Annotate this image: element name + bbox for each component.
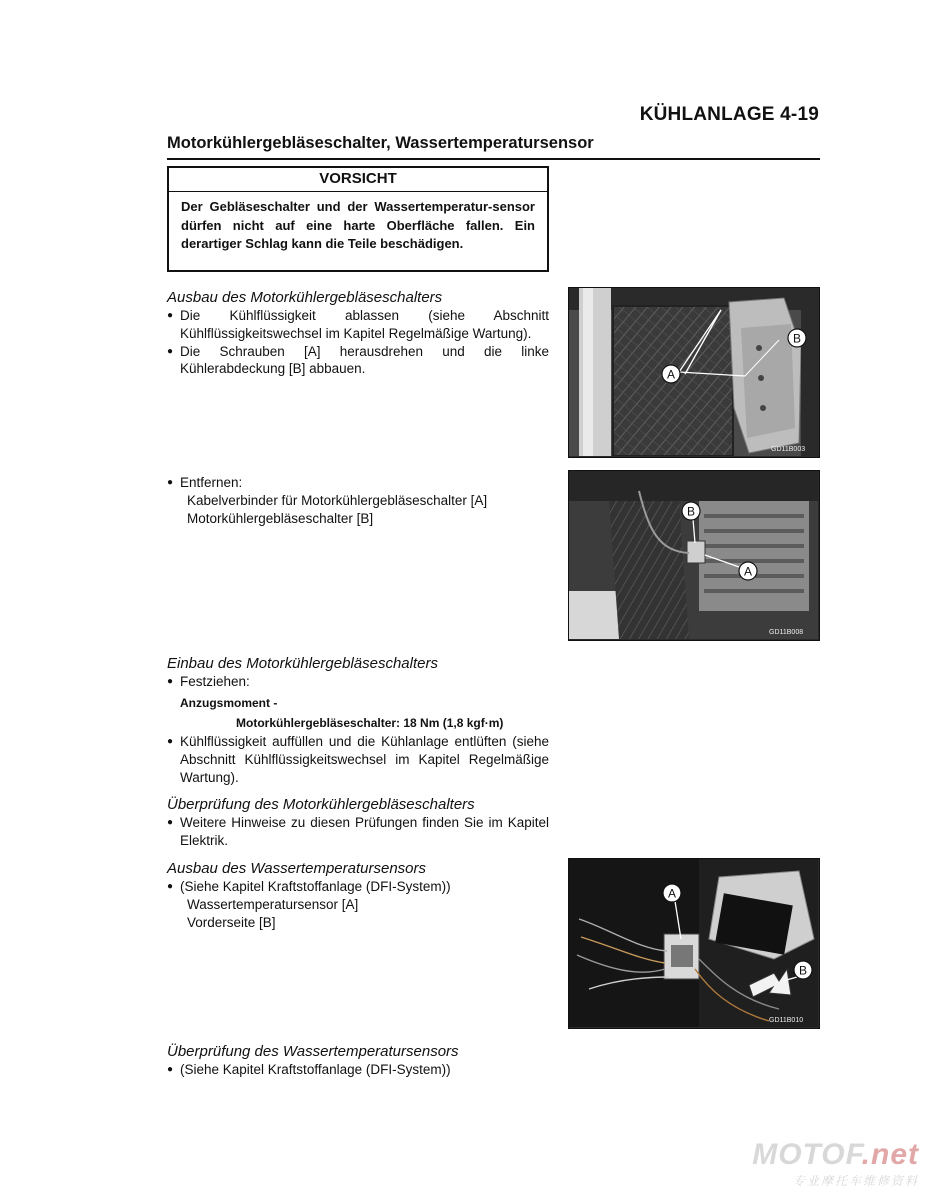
caution-heading: VORSICHT bbox=[169, 168, 547, 192]
torque-spec bbox=[180, 693, 503, 733]
photo-fan-switch bbox=[568, 470, 820, 641]
removal-temp-sensor-steps bbox=[167, 878, 549, 931]
photo1-label-a: A bbox=[666, 367, 676, 382]
watermark bbox=[752, 1138, 919, 1189]
install-step-1 bbox=[167, 673, 549, 691]
photo3-label-b: B bbox=[798, 963, 808, 978]
photo3-label-a: A bbox=[667, 886, 677, 901]
title-rule bbox=[167, 158, 820, 160]
heading-removal-temp-sensor: Ausbau des Wassertemperatursensors bbox=[167, 860, 427, 877]
list-item bbox=[167, 1061, 549, 1079]
list-item bbox=[167, 673, 549, 691]
section-title: Motorkühlergebläseschalter, Wassertemperatursensor bbox=[167, 134, 594, 152]
torque-label: Anzugsmoment - bbox=[180, 696, 278, 710]
removal-item: Vorderseite [B] bbox=[187, 914, 276, 930]
removal-item: Wassertemperatursensor [A] bbox=[187, 896, 359, 912]
photo-temp-sensor bbox=[568, 858, 820, 1029]
photo2-label-a: A bbox=[743, 564, 753, 579]
step-text: ● Die Kühlflüssigkeit ablassen (siehe Abschnitt Kühlflüssigkeitswechsel im Kapitel Regelmäßige Wartung). bbox=[180, 308, 549, 341]
install-step-2 bbox=[167, 733, 549, 786]
list-item bbox=[167, 814, 549, 850]
photo1-code: GD11B003 bbox=[771, 446, 806, 453]
watermark-main: MOTOF bbox=[752, 1138, 862, 1171]
removal-item: Motorkühlergebläseschalter [B] bbox=[187, 510, 374, 526]
step-text: ● Festziehen: bbox=[180, 674, 250, 689]
removal-fan-switch-remove bbox=[167, 474, 549, 527]
step-text: ● Entfernen: bbox=[180, 475, 243, 490]
watermark-suffix: .net bbox=[861, 1138, 919, 1171]
step-text: ● (Siehe Kapitel Kraftstoffanlage (DFI-System)) bbox=[180, 879, 451, 894]
watermark-logo bbox=[752, 1138, 919, 1172]
photo2-code: GD11B008 bbox=[769, 629, 804, 636]
heading-check-fan-switch: Überprüfung des Motorkühlergebläseschalters bbox=[167, 796, 475, 813]
caution-box bbox=[167, 166, 549, 272]
list-item bbox=[167, 474, 549, 492]
removal-fan-switch-steps bbox=[167, 307, 549, 378]
photo3-code: GD11B010 bbox=[769, 1017, 804, 1024]
list-item bbox=[167, 878, 549, 896]
list-item bbox=[167, 733, 549, 786]
step-text: ● Kühlflüssigkeit auffüllen und die Kühlanlage entlüften (siehe Abschnitt Kühlflüssigkeitswechsel im Kapitel Regelmäßige Wartung). bbox=[180, 734, 549, 785]
photo2-label-b: B bbox=[686, 504, 696, 519]
check-fan-switch-steps bbox=[167, 814, 549, 850]
step-text: ● (Siehe Kapitel Kraftstoffanlage (DFI-System)) bbox=[180, 1062, 451, 1077]
photo1-label-b: B bbox=[792, 331, 802, 346]
page-header: KÜHLANLAGE 4-19 bbox=[639, 104, 819, 125]
list-item bbox=[167, 343, 549, 379]
photo-radiator-cover bbox=[568, 287, 820, 458]
torque-value: Motorkühlergebläseschalter: 18 Nm (1,8 kgf·m) bbox=[236, 716, 504, 730]
step-text: ● Die Schrauben [A] herausdrehen und die linke Kühlerabdeckung [B] abbauen. bbox=[180, 343, 549, 377]
removal-item: Kabelverbinder für Motorkühlergebläseschalter [A] bbox=[187, 492, 488, 508]
caution-text: Der Gebläseschalter und der Wassertemperatur-sensor dürfen nicht auf eine harte Oberfläche fallen. Ein derartiger Schlag kann die Teile beschädigen. bbox=[181, 199, 535, 251]
heading-install-fan-switch: Einbau des Motorkühlergebläseschalters bbox=[167, 655, 438, 672]
watermark-sub: 专业摩托车维修资料 bbox=[792, 1174, 919, 1188]
check-temp-sensor-steps bbox=[167, 1061, 549, 1079]
list-item bbox=[167, 307, 549, 343]
step-text: ● Weitere Hinweise zu diesen Prüfungen finden Sie im Kapitel Elektrik. bbox=[180, 815, 549, 848]
heading-removal-fan-switch: Ausbau des Motorkühlergebläseschalters bbox=[167, 289, 443, 306]
heading-check-temp-sensor: Überprüfung des Wassertemperatursensors bbox=[167, 1043, 459, 1060]
